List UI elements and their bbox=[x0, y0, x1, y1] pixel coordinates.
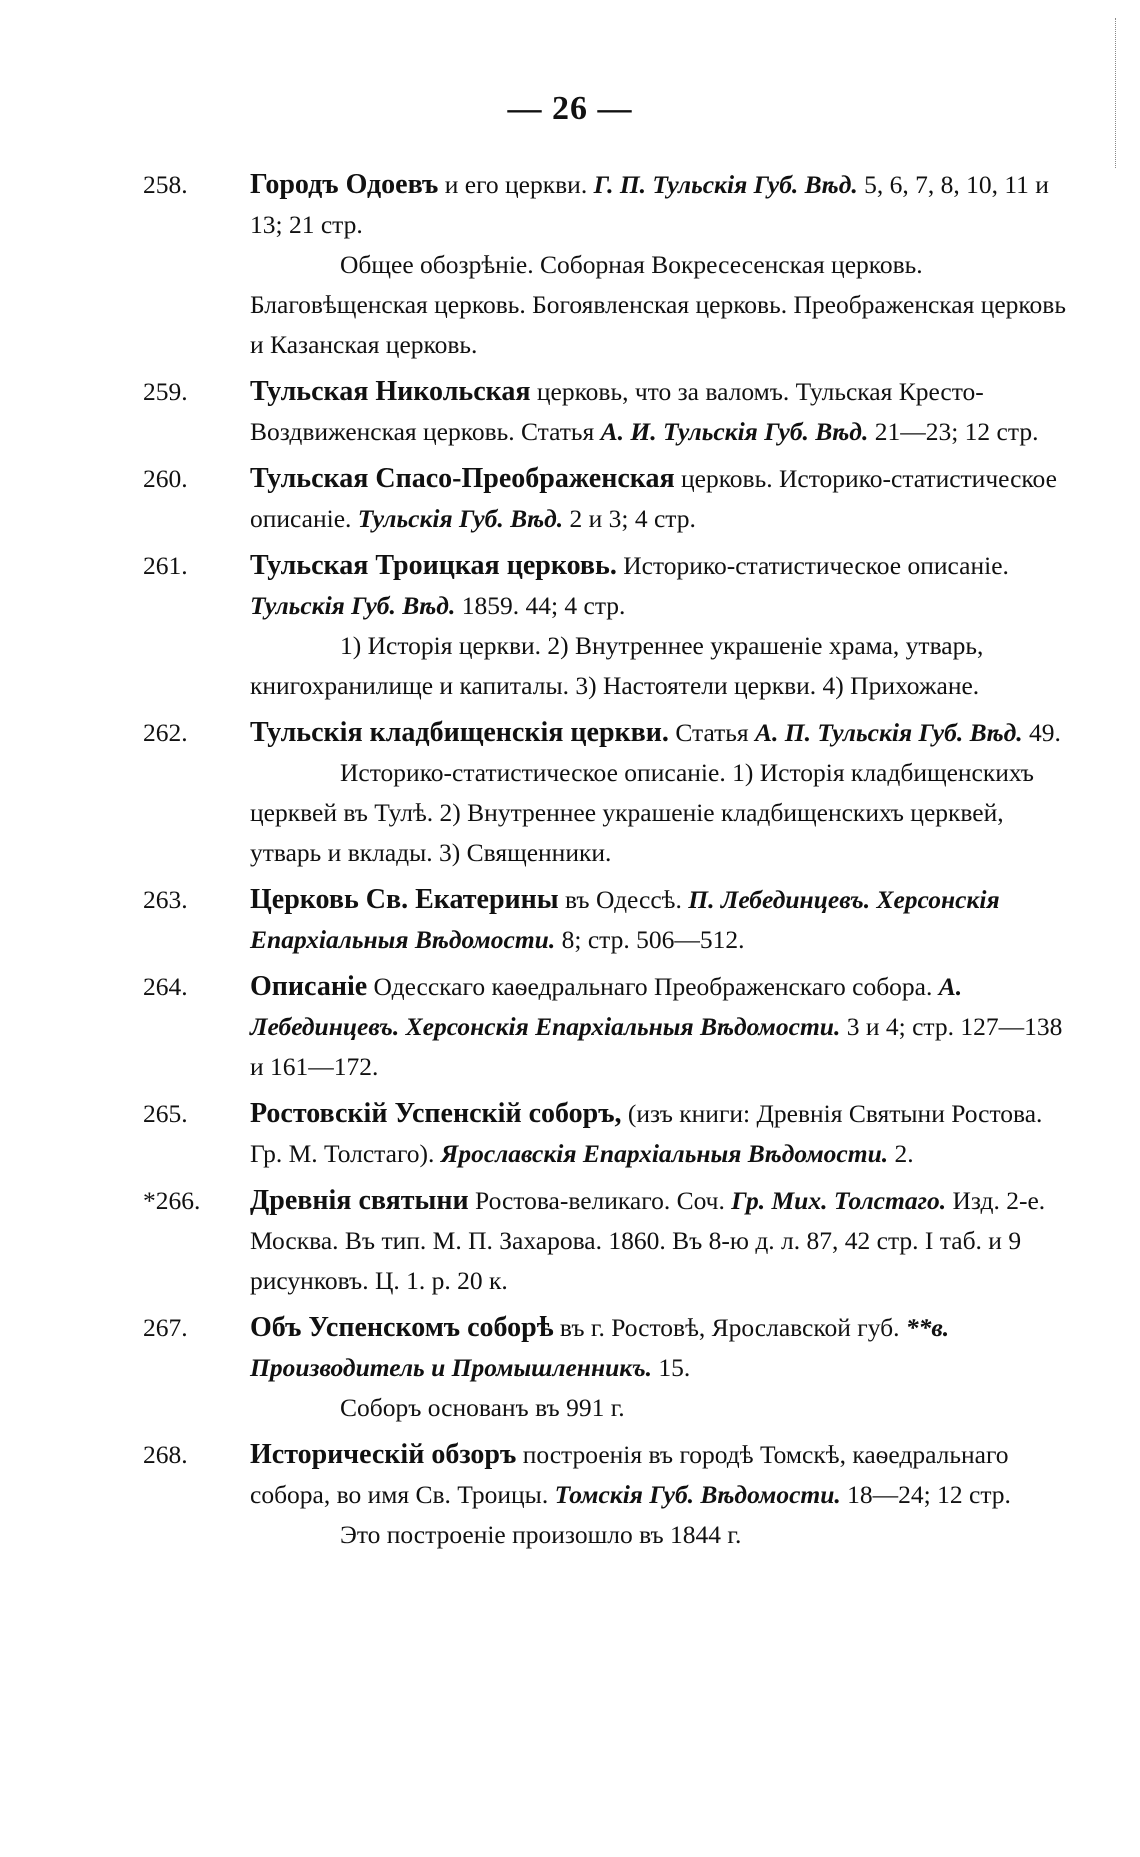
entry-title: Городъ Одоевъ bbox=[250, 169, 439, 200]
bibliography-entry bbox=[143, 459, 1080, 539]
entry-number: 258. bbox=[143, 170, 188, 199]
entry-details: 15. bbox=[652, 1353, 691, 1382]
entry-details: 21—23; 12 стр. bbox=[868, 417, 1039, 446]
entry-title: Описаніе bbox=[250, 971, 368, 1002]
bibliography-entry bbox=[143, 880, 1080, 960]
entry-number: 262. bbox=[143, 718, 188, 747]
entry-text: Одесскаго каѳедральнаго Преображенскаго собора. bbox=[367, 972, 939, 1001]
entry-text: (изъ книги: Древнія Святыни Ростова. Гр. М. Толстаго). bbox=[250, 1099, 1043, 1168]
entry-text: построенія въ городѣ Томскѣ, каѳедральнаго собора, во имя Св. Троицы. bbox=[250, 1440, 1009, 1509]
entry-source: А. И. Тульскія Губ. Вѣд. bbox=[600, 417, 869, 446]
entry-details: 18—24; 12 стр. bbox=[840, 1480, 1011, 1509]
entry-source: Ярославскія Епархіальныя Вѣдомости. bbox=[440, 1139, 889, 1168]
entry-note: Общее обозрѣніе. Соборная Вокресесенская церковь. Благовѣщенская церковь. Богоявленская церковь. Преображенская церковь и Казанская церковь. bbox=[250, 250, 1066, 359]
entry-source: А. П. Тульскія Губ. Вѣд. bbox=[754, 718, 1023, 747]
entry-title: Тульская Никольская bbox=[250, 376, 531, 407]
entry-number: 263. bbox=[143, 885, 188, 914]
entry-source: П. Лебединцевъ. Херсонскія Епархіальныя Вѣдомости. bbox=[250, 885, 1000, 954]
bibliography-entry bbox=[143, 1308, 1080, 1428]
entry-number: 268. bbox=[143, 1440, 188, 1469]
entry-text: и его церкви. bbox=[438, 170, 594, 199]
entry-title: Древнія святыни bbox=[250, 1185, 469, 1216]
entry-text: церковь, что за валомъ. Тульская Кресто-Воздвиженская церковь. Статья bbox=[250, 377, 984, 446]
bibliography-entry bbox=[143, 546, 1080, 706]
bibliography-entry bbox=[143, 1094, 1080, 1174]
entry-source: Тульскія Губ. Вѣд. bbox=[357, 504, 564, 533]
entry-details: 49. bbox=[1022, 718, 1061, 747]
entry-number: 261. bbox=[143, 551, 188, 580]
entry-title: Ростовскій Успенскій соборъ, bbox=[250, 1098, 622, 1129]
page-number: — 26 — bbox=[507, 90, 633, 127]
entry-source: Тульскія Губ. Вѣд. bbox=[250, 591, 456, 620]
entry-text: въ г. Ростовѣ, Ярославской губ. bbox=[553, 1313, 906, 1342]
entry-note: Историко-статистическое описаніе. 1) Исторія кладбищенскихъ церквей въ Тулѣ. 2) Внутреннее украшеніе кладбищенскихъ церквей, утварь и вклады. 3) Священники. bbox=[250, 758, 1034, 867]
entry-details: Изд. 2-е. Москва. Въ тип. М. П. Захарова. 1860. Въ 8-ю д. л. 87, 42 стр. I таб. и 9 рисунковъ. Ц. 1. р. 20 к. bbox=[250, 1186, 1046, 1295]
bibliography-entry bbox=[143, 1435, 1080, 1555]
bibliography-list bbox=[143, 165, 1080, 1562]
entry-source: **в. Производитель и Промышленникъ. bbox=[250, 1313, 950, 1382]
entry-title: Тульская Троицкая церковь. bbox=[250, 550, 617, 581]
entry-title: Объ Успенскомъ соборѣ bbox=[250, 1312, 554, 1343]
entry-number: 265. bbox=[143, 1099, 188, 1128]
entry-text: Историко-статистическое описаніе. bbox=[616, 551, 1009, 580]
entry-source: А. Лебединцевъ. Херсонскія Епархіальныя Вѣдомости. bbox=[250, 972, 963, 1041]
entry-title: Церковь Св. Екатерины bbox=[250, 884, 559, 915]
entry-text: Статья bbox=[668, 718, 755, 747]
entry-source: Томскія Губ. Вѣдомости. bbox=[554, 1480, 841, 1509]
entry-details: 2 и 3; 4 стр. bbox=[563, 504, 696, 533]
entry-note: Соборъ основанъ въ 991 г. bbox=[340, 1393, 625, 1422]
bibliography-entry bbox=[143, 967, 1080, 1087]
entry-text: Ростова-великаго. Соч. bbox=[468, 1186, 732, 1215]
entry-text: церковь. Историко-статистическое описаніе. bbox=[250, 464, 1057, 533]
entry-title: Тульская Спасо-Преображенская bbox=[250, 463, 675, 494]
entry-number: 264. bbox=[143, 972, 188, 1001]
entry-note: 1) Исторія церкви. 2) Внутреннее украшеніе храма, утварь, книгохранилище и капиталы. 3) Настоятели церкви. 4) Прихожане. bbox=[250, 631, 984, 700]
entry-title: Тульскія кладбищенскія церкви. bbox=[250, 717, 669, 748]
entry-title: Историческій обзоръ bbox=[250, 1439, 517, 1470]
entry-details: 1859. 44; 4 стр. bbox=[455, 591, 626, 620]
entry-number: *266. bbox=[143, 1186, 201, 1215]
entry-note: Это построеніе произошло въ 1844 г. bbox=[340, 1520, 742, 1549]
entry-details: 3 и 4; стр. 127—138 и 161—172. bbox=[250, 1012, 1063, 1081]
bibliography-entry bbox=[143, 1181, 1080, 1301]
entry-details: 2. bbox=[888, 1139, 914, 1168]
entry-number: 260. bbox=[143, 464, 188, 493]
entry-details: 5, 6, 7, 8, 10, 11 и 13; 21 стр. bbox=[250, 170, 1049, 239]
bibliography-entry bbox=[143, 165, 1080, 365]
entry-details: 8; стр. 506—512. bbox=[555, 925, 745, 954]
bibliography-entry bbox=[143, 713, 1080, 873]
entry-number: 259. bbox=[143, 377, 188, 406]
entry-source: Г. П. Тульскія Губ. Вѣд. bbox=[593, 170, 858, 199]
entry-number: 267. bbox=[143, 1313, 188, 1342]
bibliography-entry bbox=[143, 372, 1080, 452]
entry-text: въ Одессѣ. bbox=[558, 885, 689, 914]
entry-source: Гр. Мих. Толстаго. bbox=[731, 1186, 947, 1215]
